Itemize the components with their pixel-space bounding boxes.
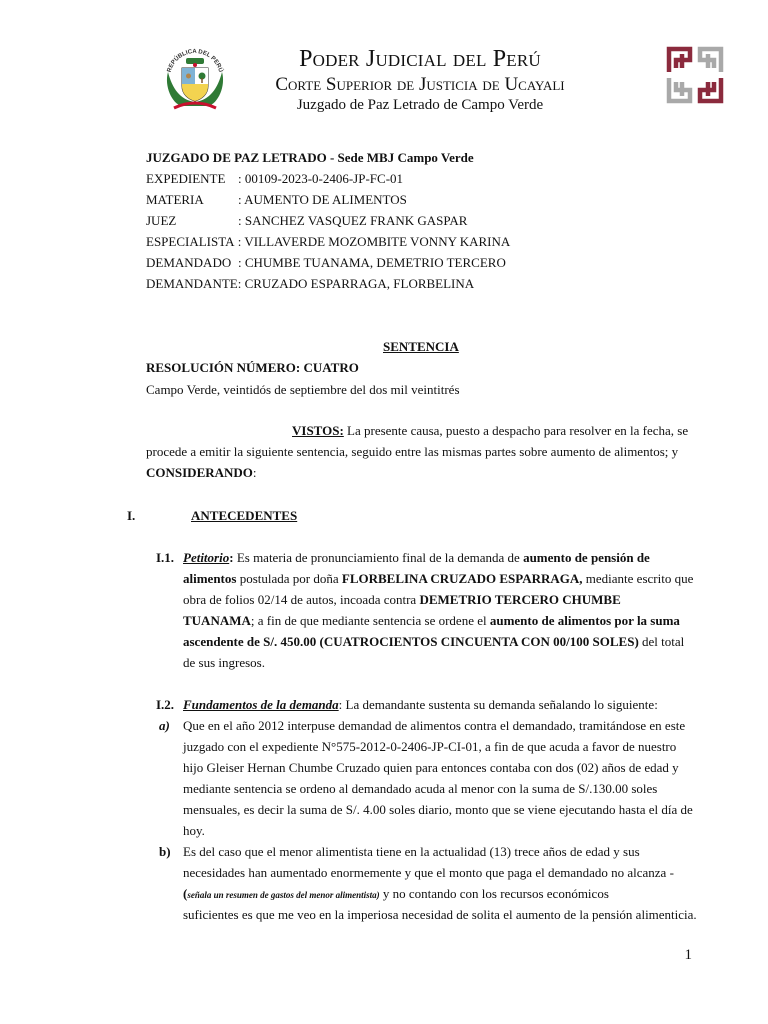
considerando-label: CONSIDERANDO: [146, 465, 253, 480]
item-a-line-4: mediante sentencia se ordeno al demandado acuda al menor con la suma de S/.130.00 soles: [183, 781, 658, 796]
case-row-demandante: [146, 276, 474, 292]
item-a-marker: a): [159, 718, 170, 733]
petitorio-label: Petitorio: [183, 550, 230, 565]
petitorio-amount: ascendente de S/. 450.00 (CUATROCIENTOS CINCUENTA CON 00/100 SOLES): [183, 634, 639, 649]
item-a-line-3: hijo Gleiser Hernan Chumbe Cruzado quien para entonces contaba con dos (02) años de edad y: [183, 760, 679, 775]
petitorio-line-1: [183, 550, 650, 566]
case-row-value: : SANCHEZ VASQUEZ FRANK GASPAR: [238, 213, 468, 228]
section-title: ANTECEDENTES: [191, 508, 298, 523]
sentence-date: Campo Verde, veintidós de septiembre del dos mil veintitrés: [146, 382, 460, 397]
item-b-line-3: [183, 886, 609, 902]
court-name: Corte Superior de Justicia de Ucayali: [275, 74, 565, 95]
fundamentos-heading: [183, 697, 658, 713]
svg-text:REPÚBLICA DEL PERÚ: REPÚBLICA DEL PERÚ: [166, 48, 224, 74]
case-row-label: DEMANDANTE: [146, 276, 238, 291]
vistos-text: La presente causa, puesto a despacho para resolver en la fecha, se: [343, 423, 689, 438]
fundamentos-number: I.2.: [156, 697, 175, 712]
petitorio-bold-text: aumento de alimentos por la suma: [489, 613, 680, 628]
section-number: I.: [127, 508, 136, 523]
case-row-value: : CHUMBE TUANAMA, DEMETRIO TERCERO: [238, 255, 506, 270]
petitorio-text: Es materia de pronunciamiento final de la demanda de: [233, 550, 524, 565]
petitorio-defendant: TUANAMA: [183, 613, 251, 628]
case-row-label: ESPECIALISTA: [146, 234, 235, 249]
case-row-materia: [146, 192, 407, 208]
case-row-value: : AUMENTO DE ALIMENTOS: [238, 192, 407, 207]
petitorio-text: postulada por doña: [236, 571, 342, 586]
case-row-label: JUEZ: [146, 213, 177, 228]
case-row-especialista: [146, 234, 510, 250]
item-b-text: y no contando con los recursos económicos: [379, 886, 609, 901]
sentence-title: SENTENCIA: [383, 339, 459, 354]
fundamentos-text: : La demandante sustenta su demanda señalando lo siguiente:: [338, 697, 658, 712]
item-a-line-5: mensuales, es decir la suma de S/. 4.00 soles diario, monto que se viene ejecutando hasta el día de: [183, 802, 693, 817]
petitorio-text: mediante escrito que: [582, 571, 694, 586]
case-row-juez: [146, 213, 467, 229]
petitorio-text: obra de folios 02/14 de autos, incoada contra: [183, 592, 420, 607]
resolution-number: RESOLUCIÓN NÚMERO: CUATRO: [146, 360, 359, 375]
petitorio-text: ; a fin de que mediante sentencia se ordene el: [250, 613, 490, 628]
case-row-label: MATERIA: [146, 192, 204, 207]
petitorio-bold-text: alimentos: [183, 571, 237, 586]
institution-title: Poder Judicial del Perú: [299, 46, 541, 72]
item-a-line-1: Que en el año 2012 interpuse demandad de alimentos contra el demandado, tramitándose en este: [183, 718, 686, 733]
item-b-marker: b): [159, 844, 171, 859]
page-number: 1: [684, 947, 692, 963]
petitorio-text: del total: [638, 634, 685, 649]
petitorio-number: I.1.: [156, 550, 175, 565]
petitorio-line-4: [183, 613, 680, 629]
court-line-seat: - Sede MBJ Campo Verde: [326, 150, 474, 165]
item-a-line-2: juzgado con el expediente N°575-2012-0-2406-JP-CI-01, a fin de que acuda a favor de nuestro: [183, 739, 677, 754]
poder-judicial-logo-icon: [666, 46, 724, 104]
petitorio-line-2: [183, 571, 693, 587]
case-row-demandado: [146, 255, 506, 271]
considerando-line: [146, 465, 257, 481]
court-line-name: JUZGADO DE PAZ LETRADO: [146, 150, 327, 165]
fundamentos-label: Fundamentos de la demanda: [183, 697, 339, 712]
petitorio-line-3: [183, 592, 621, 608]
petitorio-line-6: de sus ingresos.: [183, 655, 265, 670]
item-b-paren: (: [183, 886, 188, 901]
vistos-label: VISTOS:: [292, 423, 344, 438]
office-name: Juzgado de Paz Letrado de Campo Verde: [296, 97, 544, 113]
item-b-line-2: necesidades han aumentado enormemente y que el monto que paga el demandado no alcanza -: [183, 865, 674, 880]
considerando-colon: :: [252, 465, 257, 480]
court-line: [146, 150, 474, 166]
case-row-label: EXPEDIENTE: [146, 171, 226, 186]
petitorio-defendant: DEMETRIO TERCERO CHUMBE: [419, 592, 621, 607]
item-b-line-4: suficientes es que me veo en la imperiosa necesidad de solita el aumento de la pensión alimenticia.: [183, 907, 697, 922]
item-b-note: señala un resumen de gastos del menor alimentista): [187, 890, 380, 900]
vistos-line-2: procede a emitir la siguiente sentencia, seguido entre las mismas partes sobre aumento de alimentos; y: [146, 444, 679, 459]
vistos-line-1: [292, 423, 688, 439]
petitorio-colon: :: [229, 550, 234, 565]
case-row-value: : VILLAVERDE MOZOMBITE VONNY KARINA: [237, 234, 511, 249]
item-a-line-6: hoy.: [183, 823, 205, 838]
petitorio-bold-text: aumento de pensión de: [523, 550, 650, 565]
petitorio-line-5: [183, 634, 684, 650]
case-row-value: : CRUZADO ESPARRAGA, FLORBELINA: [237, 276, 475, 291]
item-b-line-1: Es del caso que el menor alimentista tiene en la actualidad (13) trece años de edad y sus: [183, 844, 640, 859]
petitorio-plaintiff: FLORBELINA CRUZADO ESPARRAGA,: [341, 571, 583, 586]
case-row-expediente: [146, 171, 403, 187]
case-row-label: DEMANDADO: [146, 255, 232, 270]
case-row-value: : 00109-2023-0-2406-JP-FC-01: [238, 171, 404, 186]
